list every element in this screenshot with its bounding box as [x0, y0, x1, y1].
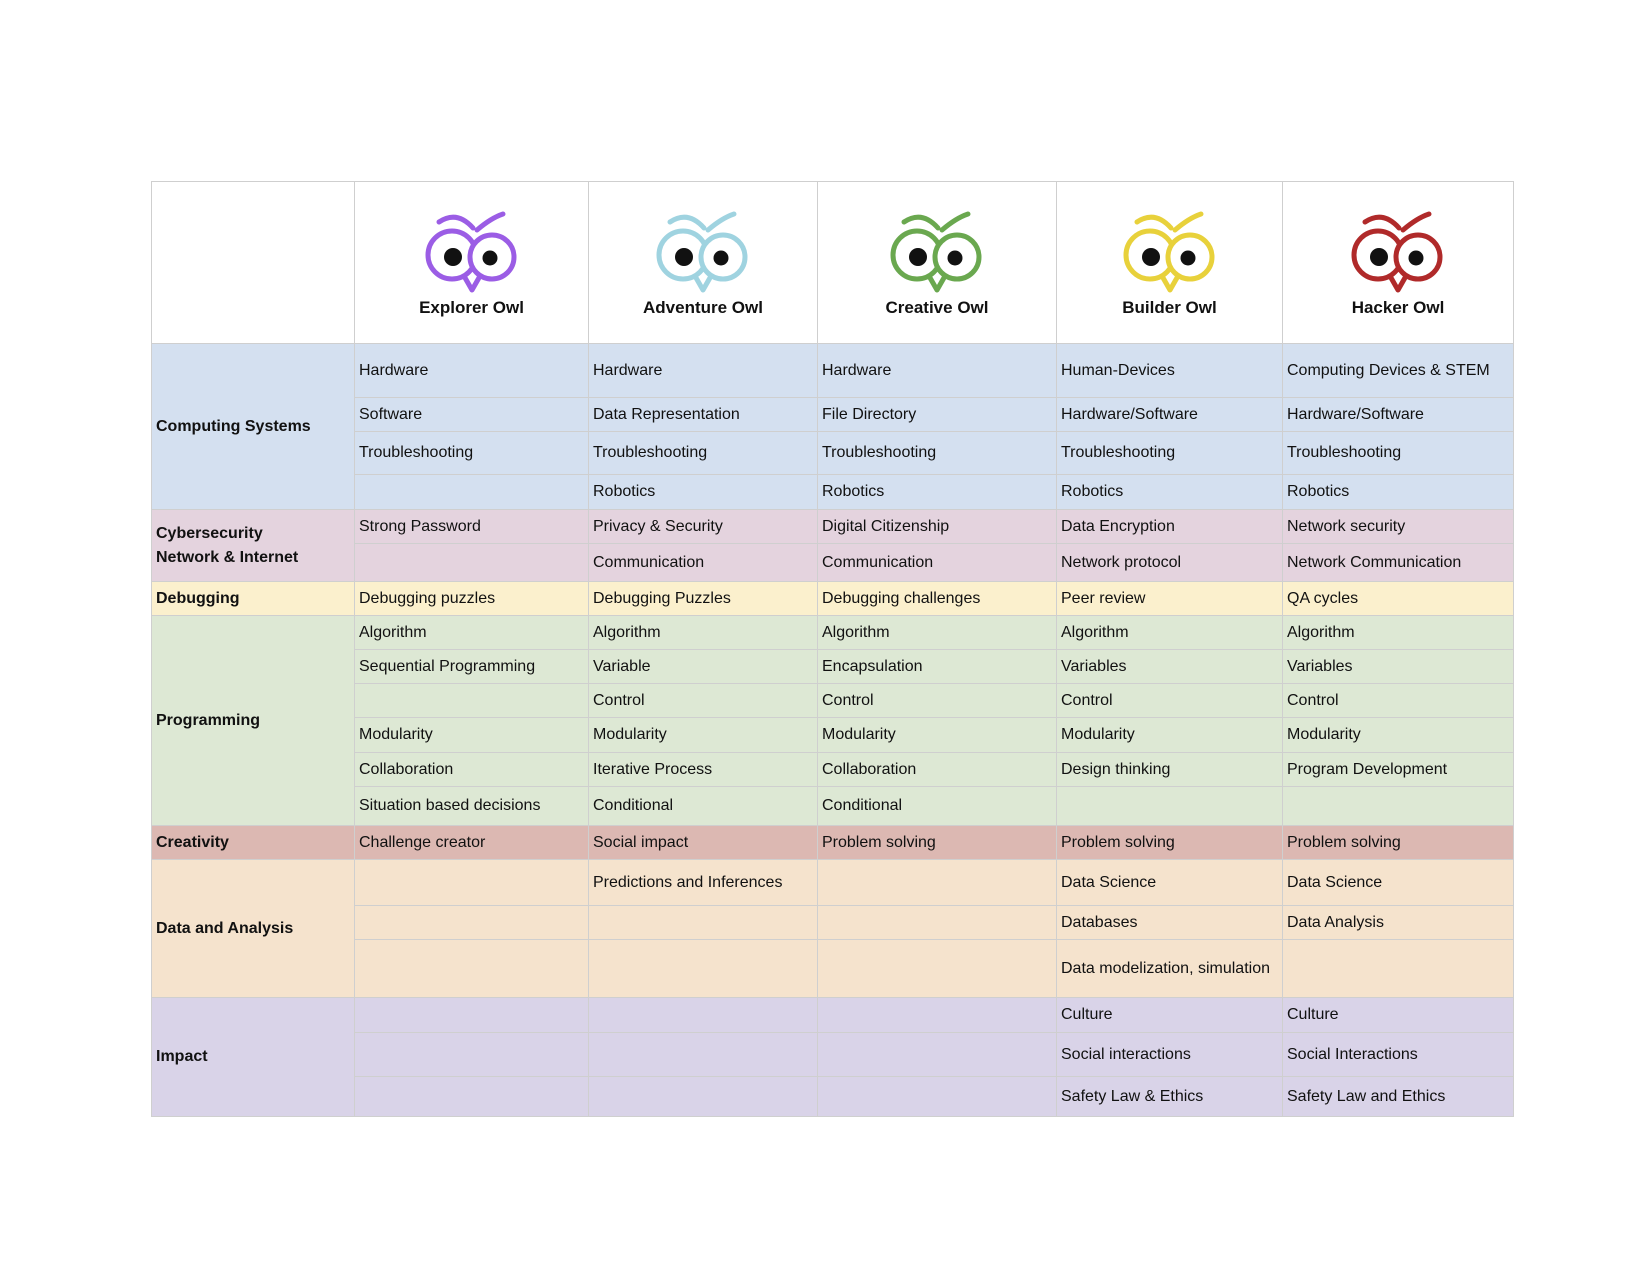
topic-cell: Problem solving	[818, 826, 1057, 860]
topic-cell	[589, 1033, 818, 1077]
topic-cell	[818, 940, 1057, 998]
topic-cell	[355, 475, 589, 510]
owl-icon	[648, 204, 758, 294]
topic-cell: Modularity	[1057, 718, 1283, 753]
topic-cell: Robotics	[1283, 475, 1514, 510]
topic-cell: Privacy & Security	[589, 510, 818, 544]
topic-cell: Variable	[589, 650, 818, 684]
topic-cell: Communication	[589, 544, 818, 582]
owl-name: Builder Owl	[1122, 298, 1217, 317]
topic-cell: Social interactions	[1057, 1033, 1283, 1077]
topic-cell: Network security	[1283, 510, 1514, 544]
topic-cell: Modularity	[355, 718, 589, 753]
topic-cell	[355, 1033, 589, 1077]
topic-cell: Challenge creator	[355, 826, 589, 860]
topic-cell	[355, 684, 589, 718]
table-row	[152, 753, 1514, 787]
topic-cell: Troubleshooting	[1057, 432, 1283, 475]
topic-cell: Iterative Process	[589, 753, 818, 787]
topic-cell	[355, 906, 589, 940]
topic-cell: Troubleshooting	[1283, 432, 1514, 475]
owl-name: Creative Owl	[885, 298, 989, 317]
topic-cell	[1283, 787, 1514, 826]
topic-cell: Algorithm	[589, 616, 818, 650]
topic-cell: Culture	[1283, 998, 1514, 1033]
topic-cell	[589, 940, 818, 998]
topic-cell: Peer review	[1057, 582, 1283, 616]
topic-cell: Collaboration	[355, 753, 589, 787]
table-row	[152, 906, 1514, 940]
topic-cell: Modularity	[1283, 718, 1514, 753]
topic-cell: Troubleshooting	[818, 432, 1057, 475]
topic-cell: Variables	[1057, 650, 1283, 684]
category-label: Data and Analysis	[152, 860, 355, 998]
topic-cell: Digital Citizenship	[818, 510, 1057, 544]
table-row	[152, 826, 1514, 860]
topic-cell	[818, 998, 1057, 1033]
topic-cell	[589, 906, 818, 940]
topic-cell: Databases	[1057, 906, 1283, 940]
owl-name: Hacker Owl	[1351, 298, 1445, 317]
topic-cell: Data Representation	[589, 398, 818, 432]
topic-cell: Algorithm	[1057, 616, 1283, 650]
topic-cell: Hardware	[355, 344, 589, 398]
topic-cell: Collaboration	[818, 753, 1057, 787]
topic-cell: Control	[1057, 684, 1283, 718]
table-row	[152, 432, 1514, 475]
topic-cell: Hardware	[589, 344, 818, 398]
topic-cell: Algorithm	[1283, 616, 1514, 650]
table-row	[152, 718, 1514, 753]
topic-cell: Safety Law & Ethics	[1057, 1077, 1283, 1117]
topic-cell: Culture	[1057, 998, 1283, 1033]
topic-cell	[818, 906, 1057, 940]
topic-cell	[589, 1077, 818, 1117]
topic-cell: Modularity	[589, 718, 818, 753]
topic-cell: Human-Devices	[1057, 344, 1283, 398]
topic-cell: File Directory	[818, 398, 1057, 432]
owl-header-explorer-owl	[355, 182, 589, 344]
topic-cell	[355, 1077, 589, 1117]
topic-cell: Hardware/Software	[1283, 398, 1514, 432]
empty-header-cell	[152, 182, 355, 344]
category-label: Creativity	[152, 826, 355, 860]
topic-cell: Program Development	[1283, 753, 1514, 787]
table-row	[152, 1077, 1514, 1117]
table-row	[152, 544, 1514, 582]
topic-cell: Computing Devices & STEM	[1283, 344, 1514, 398]
topic-cell: Robotics	[1057, 475, 1283, 510]
topic-cell: Robotics	[589, 475, 818, 510]
table-row	[152, 684, 1514, 718]
topic-cell	[355, 998, 589, 1033]
owl-header-row	[152, 182, 1514, 344]
topic-cell: QA cycles	[1283, 582, 1514, 616]
table-row	[152, 940, 1514, 998]
category-label: Programming	[152, 616, 355, 826]
table-row	[152, 1033, 1514, 1077]
topic-cell: Predictions and Inferences	[589, 860, 818, 906]
topic-cell: Debugging challenges	[818, 582, 1057, 616]
owl-icon	[1343, 204, 1453, 294]
topic-cell: Communication	[818, 544, 1057, 582]
topic-cell: Algorithm	[355, 616, 589, 650]
topic-cell: Data Science	[1057, 860, 1283, 906]
topic-cell: Strong Password	[355, 510, 589, 544]
topic-cell: Robotics	[818, 475, 1057, 510]
owl-header-builder-owl	[1057, 182, 1283, 344]
category-label: Cybersecurity Network & Internet	[152, 510, 355, 582]
topic-cell: Troubleshooting	[589, 432, 818, 475]
topic-cell: Design thinking	[1057, 753, 1283, 787]
owl-header-hacker-owl	[1283, 182, 1514, 344]
topic-cell: Hardware/Software	[1057, 398, 1283, 432]
owl-icon	[417, 204, 527, 294]
curriculum-table	[151, 181, 1514, 1117]
owl-header-adventure-owl	[589, 182, 818, 344]
topic-cell: Social Interactions	[1283, 1033, 1514, 1077]
topic-cell: Software	[355, 398, 589, 432]
owl-name: Adventure Owl	[643, 298, 763, 317]
topic-cell: Network Communication	[1283, 544, 1514, 582]
table-row	[152, 398, 1514, 432]
topic-cell: Debugging puzzles	[355, 582, 589, 616]
topic-cell	[355, 860, 589, 906]
topic-cell: Conditional	[589, 787, 818, 826]
topic-cell: Problem solving	[1283, 826, 1514, 860]
topic-cell	[818, 860, 1057, 906]
owl-name: Explorer Owl	[419, 298, 524, 317]
topic-cell: Hardware	[818, 344, 1057, 398]
table-row	[152, 860, 1514, 906]
topic-cell: Control	[589, 684, 818, 718]
category-label: Debugging	[152, 582, 355, 616]
table-row	[152, 998, 1514, 1033]
topic-cell: Sequential Programming	[355, 650, 589, 684]
topic-cell: Control	[818, 684, 1057, 718]
topic-cell: Data Analysis	[1283, 906, 1514, 940]
table-row	[152, 344, 1514, 398]
topic-cell	[355, 544, 589, 582]
topic-cell	[1057, 787, 1283, 826]
table-row	[152, 582, 1514, 616]
topic-cell: Data Encryption	[1057, 510, 1283, 544]
table-row	[152, 510, 1514, 544]
topic-cell	[1283, 940, 1514, 998]
topic-cell: Encapsulation	[818, 650, 1057, 684]
topic-cell: Control	[1283, 684, 1514, 718]
category-label: Computing Systems	[152, 344, 355, 510]
topic-cell: Social impact	[589, 826, 818, 860]
topic-cell	[818, 1033, 1057, 1077]
topic-cell: Safety Law and Ethics	[1283, 1077, 1514, 1117]
topic-cell	[818, 1077, 1057, 1117]
topic-cell: Network protocol	[1057, 544, 1283, 582]
topic-cell: Data Science	[1283, 860, 1514, 906]
table-row	[152, 650, 1514, 684]
topic-cell	[355, 940, 589, 998]
table-row	[152, 616, 1514, 650]
topic-cell: Algorithm	[818, 616, 1057, 650]
topic-cell: Situation based decisions	[355, 787, 589, 826]
topic-cell: Variables	[1283, 650, 1514, 684]
topic-cell: Troubleshooting	[355, 432, 589, 475]
topic-cell: Problem solving	[1057, 826, 1283, 860]
owl-icon	[882, 204, 992, 294]
topic-cell	[589, 998, 818, 1033]
topic-cell: Modularity	[818, 718, 1057, 753]
table-row	[152, 787, 1514, 826]
topic-cell: Conditional	[818, 787, 1057, 826]
topic-cell: Data modelization, simulation	[1057, 940, 1283, 998]
table-body	[152, 344, 1514, 1117]
table-row	[152, 475, 1514, 510]
category-label: Impact	[152, 998, 355, 1117]
owl-icon	[1115, 204, 1225, 294]
owl-header-creative-owl	[818, 182, 1057, 344]
topic-cell: Debugging Puzzles	[589, 582, 818, 616]
